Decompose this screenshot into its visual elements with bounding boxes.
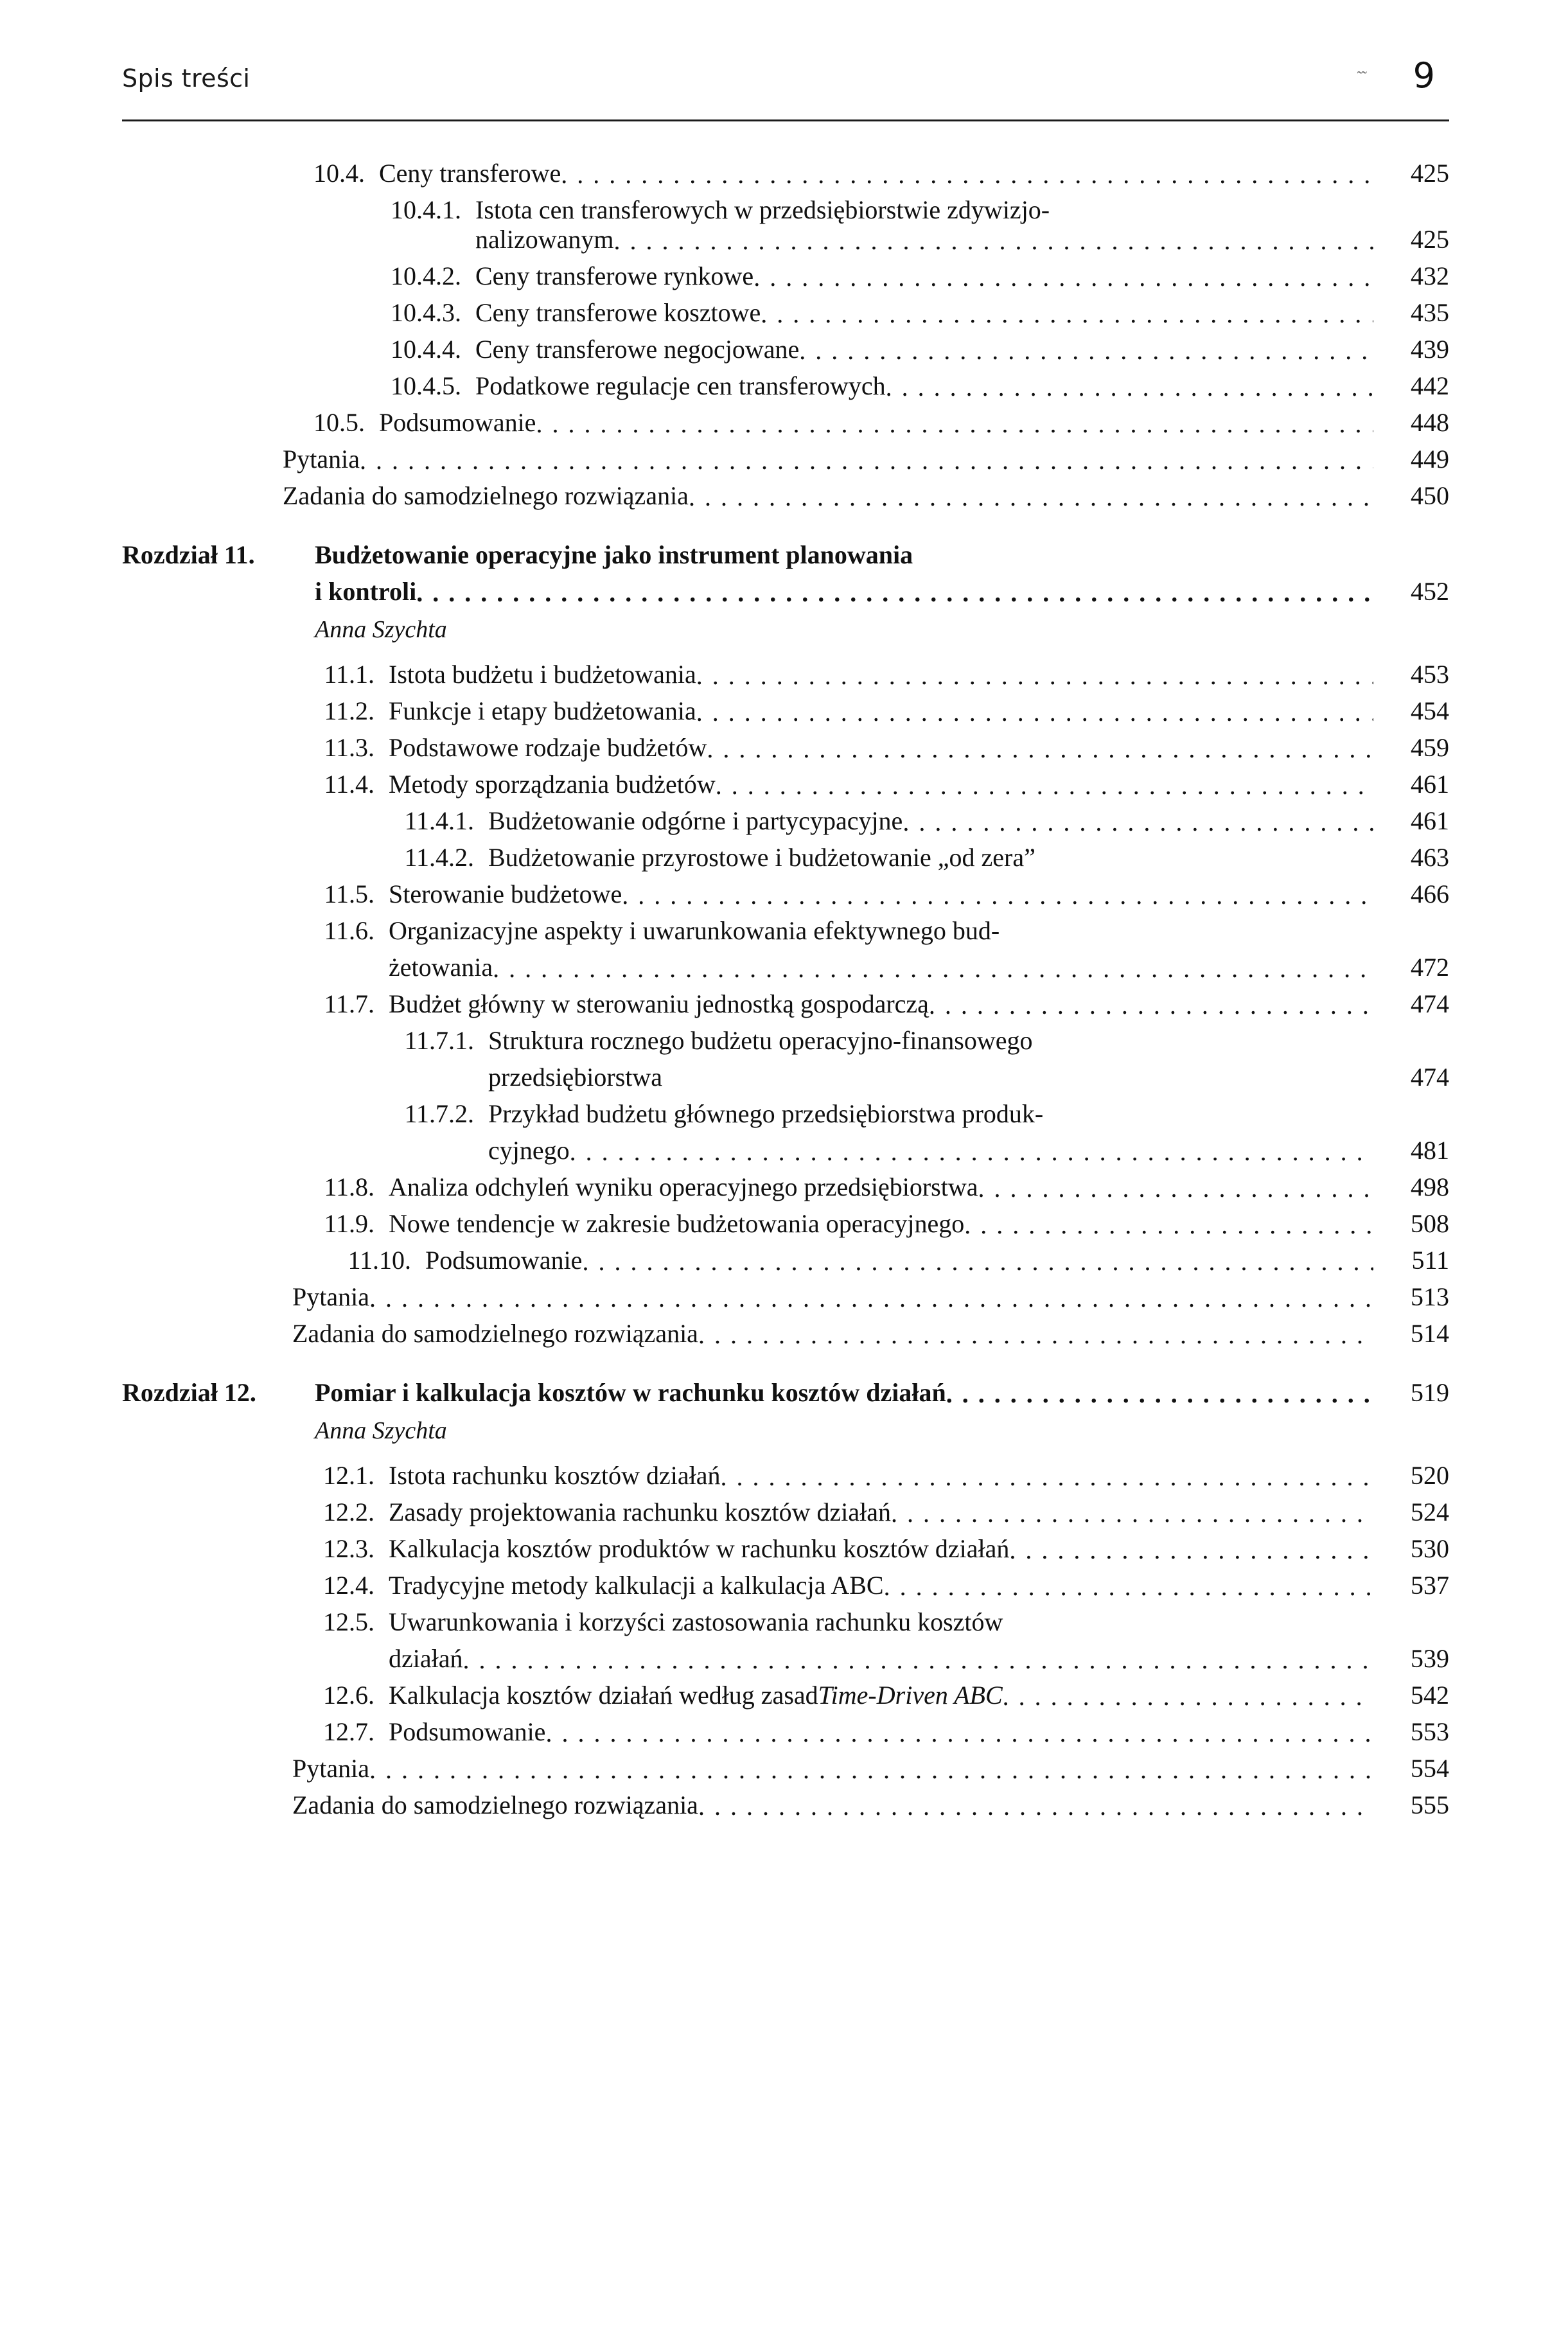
chapter-page: 452: [1411, 577, 1449, 606]
leader-dots: [799, 338, 1373, 362]
toc-entry-number: 11.8.: [324, 1172, 374, 1201]
toc-entry-continuation[interactable]: [122, 955, 1449, 980]
leader-dots: [884, 1574, 1373, 1598]
toc-entry[interactable]: [122, 1499, 1449, 1525]
toc-entry-exercises[interactable]: [122, 1792, 1449, 1818]
leader-dots: [416, 582, 1373, 606]
toc-entry-page: 555: [1411, 1790, 1449, 1819]
leader-dots: [929, 993, 1373, 1017]
chapter-heading-12[interactable]: [122, 1377, 1449, 1445]
toc-entry[interactable]: [122, 1573, 1449, 1598]
toc-entry-title: Struktura rocznego budżetu operacyjno-finansowego: [488, 1026, 1033, 1055]
toc-entry[interactable]: [122, 1683, 1449, 1708]
toc-entry-page: 432: [1411, 261, 1449, 290]
toc-entry-title-italic: Time-Driven ABC: [818, 1681, 1003, 1710]
toc-entry[interactable]: [122, 1609, 1449, 1635]
toc-entry[interactable]: [122, 1211, 1449, 1237]
toc-entry-title: Ceny transferowe: [379, 159, 561, 188]
toc-entry-number: 10.4.5.: [391, 371, 461, 400]
page-header: [122, 55, 1449, 123]
toc-entry[interactable]: [122, 161, 1449, 186]
toc-entry-page: 472: [1411, 953, 1449, 982]
toc-entry-title: Pytania: [292, 1754, 369, 1783]
toc-entry[interactable]: [122, 1101, 1449, 1127]
toc-entry-page: 449: [1411, 445, 1449, 473]
toc-entry-page: 542: [1411, 1681, 1449, 1710]
toc-entry-title-cont: działań: [389, 1644, 463, 1673]
toc-entry-exercises[interactable]: [122, 1321, 1449, 1347]
toc-entry-number: 12.6.: [323, 1681, 374, 1710]
toc-entry[interactable]: [122, 991, 1449, 1017]
toc-entry-continuation[interactable]: [122, 1646, 1449, 1672]
toc-entry-number: 11.4.: [324, 770, 374, 799]
toc-entry-exercises[interactable]: [122, 483, 1449, 509]
toc-entry-title: Podstawowe rodzaje budżetów: [389, 733, 707, 762]
toc-entry-number: 10.4.3.: [391, 298, 461, 327]
toc-entry-number: 11.7.1.: [404, 1026, 474, 1055]
leader-dots: [493, 956, 1373, 980]
leader-dots: [582, 1249, 1373, 1273]
toc-entry-page: 539: [1411, 1644, 1449, 1673]
toc-entry-title: Budżetowanie przyrostowe i budżetowanie „od zera”: [488, 843, 1035, 872]
toc-entry-title: Pytania: [283, 445, 360, 473]
toc-entry-title-cont: cyjnego: [488, 1136, 570, 1165]
leader-dots: [753, 265, 1373, 289]
toc-entry-page: 463: [1411, 843, 1449, 872]
toc-entry-title: Podsumowanie: [389, 1717, 546, 1746]
toc-entry-page: 481: [1411, 1136, 1449, 1165]
leader-dots: [903, 809, 1373, 834]
toc-entry-page: 448: [1411, 408, 1449, 437]
scan-artifact-mark: ˜˜: [1357, 68, 1366, 87]
toc-entry[interactable]: [122, 662, 1449, 687]
toc-entry[interactable]: [122, 337, 1449, 362]
leader-dots: [369, 1757, 1373, 1781]
toc-entry-number: 11.9.: [324, 1209, 374, 1238]
toc-entry-page: 442: [1411, 371, 1449, 400]
toc-entry[interactable]: [122, 1248, 1449, 1273]
toc-entry-number: 10.4.4.: [391, 335, 461, 364]
chapter-label: Rozdział 12.: [122, 1378, 256, 1407]
toc-entry-number: 11.5.: [324, 880, 374, 908]
leader-dots: [622, 883, 1373, 907]
toc-entry-page: 498: [1411, 1172, 1449, 1201]
toc-entry-title-cont: przedsiębiorstwa: [488, 1063, 663, 1092]
chapter-title-line1: Budżetowanie operacyjne jako instrument planowania: [315, 540, 913, 569]
toc-entry-number: 10.4.: [313, 159, 365, 188]
toc-entry-number: 10.5.: [313, 408, 365, 437]
toc-entry-title: Ceny transferowe rynkowe: [475, 261, 754, 290]
toc-entry-number: 11.1.: [324, 660, 374, 689]
leader-dots: [698, 1794, 1373, 1818]
toc-entry-number: 10.4.2.: [391, 261, 461, 290]
chapter-title-line1: Pomiar i kalkulacja kosztów w rachunku kosztów działań: [315, 1378, 946, 1407]
leader-dots: [463, 1647, 1374, 1672]
toc-entry-number: 12.4.: [323, 1571, 374, 1600]
toc-entry-title: Zadania do samodzielnego rozwiązania: [283, 481, 689, 510]
chapter-label: Rozdział 11.: [122, 540, 255, 569]
toc-entry-title: Istota rachunku kosztów działań: [389, 1461, 721, 1490]
toc-entry-number: 12.1.: [323, 1461, 374, 1490]
toc-entry-title: Zadania do samodzielnego rozwiązania: [292, 1319, 698, 1348]
toc-entry-number: 11.10.: [348, 1246, 411, 1275]
toc-entry-title: Kalkulacja kosztów działań według zasad: [389, 1681, 818, 1710]
toc-entry-page: 508: [1411, 1209, 1449, 1238]
leader-dots: [891, 1501, 1373, 1525]
toc-entry[interactable]: [122, 1536, 1449, 1562]
toc-entry[interactable]: [122, 698, 1449, 724]
toc-entry[interactable]: [122, 808, 1449, 834]
toc-entry-title: Ceny transferowe kosztowe: [475, 298, 761, 327]
leader-dots: [570, 1139, 1373, 1163]
toc-entry-page: 454: [1411, 696, 1449, 725]
toc-entry-title: Analiza odchyleń wyniku operacyjnego przedsiębiorstwa: [389, 1172, 978, 1201]
toc-entry-number: 11.7.: [324, 989, 374, 1018]
toc-entry-title: Metody sporządzania budżetów: [389, 770, 716, 799]
leader-dots: [707, 736, 1373, 761]
toc-entry[interactable]: [122, 300, 1449, 326]
toc-entry-page: 459: [1411, 733, 1449, 762]
toc-entry-page: 474: [1411, 1063, 1449, 1092]
toc-entry-questions[interactable]: [122, 1284, 1449, 1310]
leader-dots: [698, 1322, 1373, 1347]
toc-entry-number: 11.4.2.: [404, 843, 474, 872]
toc-entry-number: 11.2.: [324, 696, 374, 725]
leader-dots: [696, 700, 1373, 724]
leader-dots: [946, 1383, 1373, 1408]
leader-dots: [964, 1212, 1373, 1237]
toc-entry-number: 11.7.2.: [404, 1099, 474, 1128]
toc-entry-number: 11.3.: [324, 733, 374, 762]
toc-entry-title: Zadania do samodzielnego rozwiązania: [292, 1790, 698, 1819]
leader-dots: [716, 773, 1373, 797]
toc-entry-title: Uwarunkowania i korzyści zastosowania rachunku kosztów: [389, 1607, 1003, 1636]
toc-entry-number: 11.6.: [324, 916, 374, 945]
leader-dots: [536, 411, 1373, 436]
toc-entry[interactable]: [122, 1719, 1449, 1745]
toc-entry-page: 466: [1411, 880, 1449, 908]
toc-entry-continuation[interactable]: [122, 1065, 1449, 1090]
toc-entry[interactable]: [122, 845, 1449, 871]
toc-entry[interactable]: [122, 881, 1449, 907]
toc-entry-title: Podsumowanie: [425, 1246, 583, 1275]
leader-dots: [545, 1720, 1373, 1745]
leader-dots: [721, 1464, 1373, 1489]
toc-entry[interactable]: [122, 1174, 1449, 1200]
chapter-author: Anna Szychta: [315, 616, 447, 643]
toc-entry-continuation[interactable]: [122, 1138, 1449, 1163]
toc-entry-title: Organizacyjne aspekty i uwarunkowania efektywnego bud-: [389, 916, 1000, 945]
toc-entry[interactable]: [122, 772, 1449, 797]
toc-entry-page: 461: [1411, 806, 1449, 835]
toc-entry-title: Budżetowanie odgórne i partycypacyjne: [488, 806, 903, 835]
toc-entry-title: Istota budżetu i budżetowania: [389, 660, 696, 689]
toc-entry[interactable]: [122, 410, 1449, 436]
toc-entry-page: 461: [1411, 770, 1449, 799]
toc-entry-number: 12.5.: [323, 1607, 374, 1636]
toc-entry-number: 11.4.1.: [404, 806, 474, 835]
chapter-heading-11[interactable]: [122, 540, 1449, 644]
toc-entry-title: Sterowanie budżetowe: [389, 880, 622, 908]
toc-entry-page: 553: [1411, 1717, 1449, 1746]
toc-entry-title: Zasady projektowania rachunku kosztów działań: [389, 1498, 891, 1526]
toc-entry-title: Przykład budżetu głównego przedsiębiorstwa produk-: [488, 1099, 1044, 1128]
toc-entry-title: Tradycyjne metody kalkulacji a kalkulacja ABC: [389, 1571, 884, 1600]
leader-dots: [360, 448, 1373, 472]
toc-entry-title-cont: nalizowanym: [475, 225, 614, 254]
toc-entry-page: 511: [1411, 1246, 1449, 1275]
leader-dots: [1003, 1684, 1373, 1708]
toc-entry-title: Podsumowanie: [379, 408, 536, 437]
toc-entry-title: Podatkowe regulacje cen transferowych: [475, 371, 886, 400]
toc-entry-number: 10.4.1.: [391, 195, 461, 224]
toc-entry-page: 435: [1411, 298, 1449, 327]
toc-entry-title: Funkcje i etapy budżetowania: [389, 696, 696, 725]
toc-entry-title: Budżet główny w sterowaniu jednostką gospodarczą: [389, 989, 929, 1018]
toc-entry-page: 474: [1411, 989, 1449, 1018]
toc-entry[interactable]: [122, 1028, 1449, 1054]
toc-entry-continuation[interactable]: [122, 227, 1449, 252]
toc-entry-page: 450: [1411, 481, 1449, 510]
leader-dots: [696, 663, 1373, 687]
table-of-contents: [122, 161, 1449, 1818]
chapter-title-line2: i kontroli: [315, 577, 417, 606]
toc-entry[interactable]: [122, 735, 1449, 761]
leader-dots: [561, 162, 1373, 186]
toc-entry-page: 520: [1411, 1461, 1449, 1490]
toc-entry-questions[interactable]: [122, 446, 1449, 472]
chapter-page: 519: [1411, 1378, 1449, 1407]
leader-dots: [1009, 1537, 1373, 1562]
toc-entry-page: 524: [1411, 1498, 1449, 1526]
page-number: 9: [1413, 55, 1435, 96]
toc-entry-title: Nowe tendencje w zakresie budżetowania operacyjnego: [389, 1209, 965, 1238]
toc-entry-page: 439: [1411, 335, 1449, 364]
toc-entry[interactable]: [122, 263, 1449, 289]
leader-dots: [978, 1176, 1373, 1200]
toc-entry-page: 530: [1411, 1534, 1449, 1563]
toc-entry-title: Pytania: [292, 1282, 369, 1311]
toc-entry-page: 513: [1411, 1282, 1449, 1311]
toc-entry-questions[interactable]: [122, 1756, 1449, 1781]
toc-entry-page: 425: [1411, 225, 1449, 254]
toc-entry-page: 453: [1411, 660, 1449, 689]
toc-entry[interactable]: [122, 1463, 1449, 1489]
leader-dots: [614, 228, 1374, 252]
toc-entry[interactable]: [122, 197, 1449, 223]
toc-entry-number: 12.2.: [323, 1498, 374, 1526]
header-divider: [122, 119, 1449, 121]
toc-entry-title: Kalkulacja kosztów produktów w rachunku kosztów działań: [389, 1534, 1010, 1563]
toc-entry-page: 425: [1411, 159, 1449, 188]
toc-entry-page: 537: [1411, 1571, 1449, 1600]
toc-entry-title-cont: żetowania: [389, 953, 493, 982]
leader-dots: [689, 484, 1373, 509]
leader-dots: [369, 1286, 1373, 1310]
toc-entry-number: 12.7.: [323, 1717, 374, 1746]
toc-entry[interactable]: [122, 373, 1449, 399]
leader-dots: [886, 375, 1373, 399]
leader-dots: [761, 301, 1373, 326]
chapter-author: Anna Szychta: [315, 1417, 447, 1444]
toc-entry[interactable]: [122, 918, 1449, 944]
toc-entry-page: 514: [1411, 1319, 1449, 1348]
toc-entry-page: 554: [1411, 1754, 1449, 1783]
toc-entry-number: 12.3.: [323, 1534, 374, 1563]
page-title: Spis treści: [122, 64, 251, 93]
toc-entry-title: Ceny transferowe negocjowane: [475, 335, 800, 364]
toc-entry-title: Istota cen transferowych w przedsiębiorstwie zdywizjo-: [475, 195, 1050, 224]
